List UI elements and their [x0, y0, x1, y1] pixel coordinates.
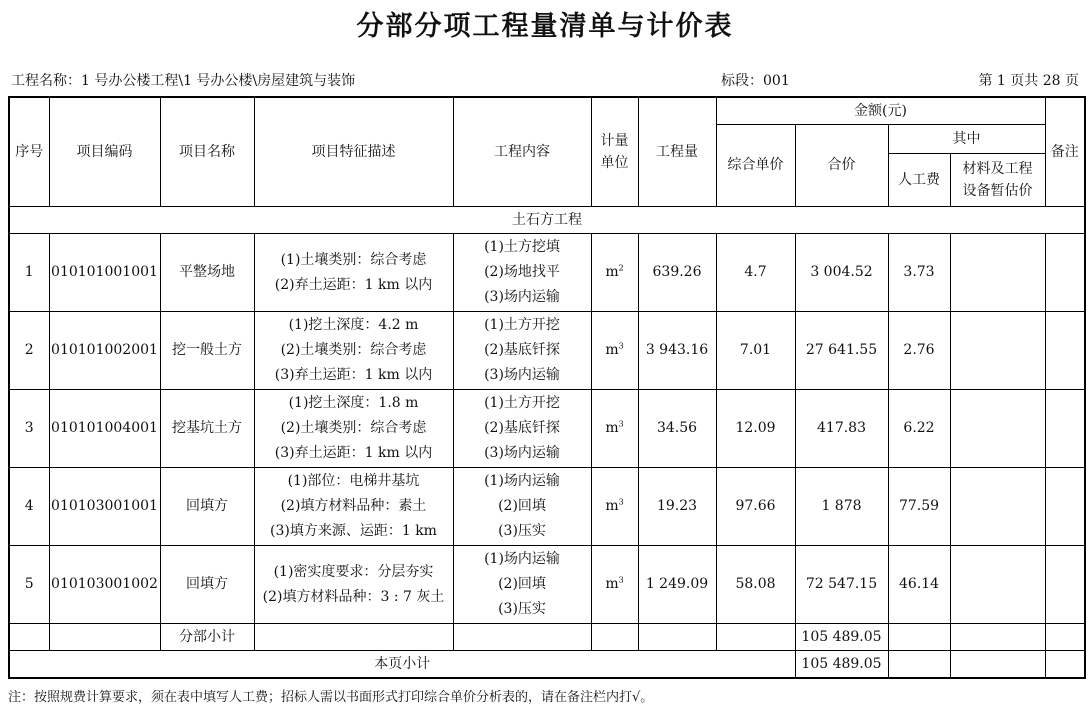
- row-features-line: (1)土壤类别：综合考虑: [280, 251, 427, 268]
- subtotal-empty: [453, 624, 591, 651]
- project-name: 工程名称：1 号办公楼工程\1 号办公楼\房屋建筑与装饰: [11, 73, 356, 89]
- table-row: [9, 546, 1085, 624]
- row-features-line: (1)挖土深度：1.8 m: [288, 395, 419, 411]
- row-content: [453, 312, 591, 390]
- section-title: 土石方工程: [9, 207, 1085, 234]
- row-content-line: (2)回填: [498, 498, 546, 514]
- row-remark: [1045, 390, 1085, 468]
- row-material: [950, 468, 1045, 546]
- subtotal-empty: [254, 624, 453, 651]
- row-material: [950, 546, 1045, 624]
- row-features-line: (2)填方材料品种：3 : 7 灰土: [262, 588, 445, 605]
- row-content: [453, 390, 591, 468]
- page-total-empty: [1045, 651, 1085, 679]
- row-content-line: (2)基底钎探: [484, 420, 560, 436]
- row-remark: [1045, 234, 1085, 312]
- table-row: [9, 312, 1085, 390]
- subtotal-empty: [950, 624, 1045, 651]
- row-content-line: (1)场内运输: [484, 473, 560, 489]
- row-content-line: (3)场内运输: [484, 445, 560, 461]
- row-material: [950, 234, 1045, 312]
- row-name: 挖一般土方: [160, 312, 254, 390]
- row-remark: [1045, 546, 1085, 624]
- row-features-line: (1)部位：电梯井基坑: [287, 473, 420, 489]
- row-seq: 3: [9, 390, 49, 468]
- row-content-line: (1)土方开挖: [484, 317, 560, 333]
- row-unit-price: 4.7: [716, 234, 795, 312]
- subtotal-empty: [591, 624, 638, 651]
- row-unit-exponent: 3: [618, 419, 624, 429]
- row-unit: [591, 234, 638, 312]
- subtotal-empty: [638, 624, 716, 651]
- page-total-empty: [950, 651, 1045, 679]
- row-features-line: (3)弃土运距：1 km 以内: [274, 367, 433, 383]
- row-content-line: (1)场内运输: [484, 551, 560, 567]
- row-labor: 77.59: [888, 468, 950, 546]
- row-seq: 2: [9, 312, 49, 390]
- row-unit-base: m: [605, 264, 619, 280]
- header-of-which: 其中: [888, 125, 1045, 154]
- subtotal-empty: [9, 624, 49, 651]
- section-label: 标段：001: [721, 73, 790, 89]
- row-unit: [591, 312, 638, 390]
- row-unit-base: m: [605, 342, 619, 358]
- row-code: 010101004001: [49, 390, 160, 468]
- row-labor: 46.14: [888, 546, 950, 624]
- row-features-line: (2)填方材料品种：素土: [280, 498, 427, 514]
- header-name: 项目名称: [160, 97, 254, 207]
- row-features: [254, 546, 453, 624]
- row-features: [254, 468, 453, 546]
- row-code: 010101001001: [49, 234, 160, 312]
- row-features-line: (2)土壤类别：综合考虑: [280, 420, 427, 436]
- page-total-empty: [888, 651, 950, 679]
- row-remark: [1045, 312, 1085, 390]
- row-content-line: (1)土方挖填: [484, 239, 560, 255]
- row-content-line: (3)压实: [498, 523, 546, 539]
- header-content: 工程内容: [453, 97, 591, 207]
- header-features: 项目特征描述: [254, 97, 453, 207]
- row-labor: 2.76: [888, 312, 950, 390]
- row-code: 010103001001: [49, 468, 160, 546]
- header-seq: 序号: [9, 97, 49, 207]
- header-material: 材料及工程 设备暂估价: [950, 154, 1045, 207]
- row-content-line: (2)基底钎探: [484, 342, 560, 358]
- row-remark: [1045, 468, 1085, 546]
- subtotal-empty: [49, 624, 160, 651]
- row-quantity: 639.26: [638, 234, 716, 312]
- header-unit-price: 综合单价: [716, 125, 795, 207]
- row-seq: 5: [9, 546, 49, 624]
- subtotal-label: 分部小计: [160, 624, 254, 651]
- row-total: 72 547.15: [795, 546, 888, 624]
- table-row: [9, 234, 1085, 312]
- row-unit-base: m: [605, 420, 619, 436]
- row-content-line: (1)土方开挖: [484, 395, 560, 411]
- row-features-line: (2)弃土运距：1 km 以内: [274, 276, 433, 293]
- row-unit-exponent: 2: [618, 263, 624, 273]
- page-total-label: 本页小计: [9, 651, 795, 679]
- row-code: 010103001002: [49, 546, 160, 624]
- row-unit-price: 12.09: [716, 390, 795, 468]
- row-features: [254, 312, 453, 390]
- row-content-line: (2)回填: [498, 576, 546, 592]
- row-code: 010101002001: [49, 312, 160, 390]
- row-unit: [591, 468, 638, 546]
- row-features: [254, 234, 453, 312]
- row-content: [453, 234, 591, 312]
- row-unit-exponent: 3: [618, 341, 624, 351]
- header-remark: 备注: [1045, 97, 1085, 207]
- row-labor: 6.22: [888, 390, 950, 468]
- header-quantity: 工程量: [638, 97, 716, 207]
- subtotal-empty: [888, 624, 950, 651]
- row-labor: 3.73: [888, 234, 950, 312]
- row-quantity: 34.56: [638, 390, 716, 468]
- row-content-line: (3)压实: [498, 601, 546, 617]
- row-quantity: 3 943.16: [638, 312, 716, 390]
- page-title: 分部分项工程量清单与计价表: [356, 11, 734, 42]
- header-amount: 金额(元): [716, 97, 1045, 125]
- row-seq: 1: [9, 234, 49, 312]
- table-row: [9, 390, 1085, 468]
- row-unit-exponent: 3: [618, 497, 624, 507]
- header-code: 项目编码: [49, 97, 160, 207]
- row-content-line: (3)场内运输: [484, 289, 560, 305]
- row-features-line: (3)填方来源、运距：1 km: [270, 523, 437, 539]
- header-unit: 计量 单位: [591, 97, 638, 207]
- bill-table: [8, 96, 1086, 679]
- header-labor: 人工费: [888, 154, 950, 207]
- row-features-line: (1)密实度要求：分层夯实: [273, 563, 434, 580]
- row-unit-base: m: [605, 498, 619, 514]
- row-name: 回填方: [160, 546, 254, 624]
- page-total-value: 105 489.05: [795, 651, 888, 679]
- row-seq: 4: [9, 468, 49, 546]
- row-features-line: (1)挖土深度：4.2 m: [288, 317, 419, 333]
- subtotal-empty: [1045, 624, 1085, 651]
- subtotal-value: 105 489.05: [795, 624, 888, 651]
- row-quantity: 19.23: [638, 468, 716, 546]
- row-material: [950, 390, 1045, 468]
- row-total: 3 004.52: [795, 234, 888, 312]
- row-name: 平整场地: [160, 234, 254, 312]
- row-content-line: (2)场地找平: [484, 264, 560, 280]
- header-total: 合价: [795, 125, 888, 207]
- footnote: 注：按照规费计算要求，须在表中填写人工费；招标人需以书面形式打印综合单价分析表的，请在备注栏内打√。: [8, 690, 654, 705]
- row-unit: [591, 546, 638, 624]
- row-total: 1 878: [795, 468, 888, 546]
- row-content: [453, 546, 591, 624]
- row-unit-price: 97.66: [716, 468, 795, 546]
- row-total: 417.83: [795, 390, 888, 468]
- row-content-line: (3)场内运输: [484, 367, 560, 383]
- row-unit-price: 7.01: [716, 312, 795, 390]
- row-unit-exponent: 3: [618, 575, 624, 585]
- subtotal-empty: [716, 624, 795, 651]
- row-name: 挖基坑土方: [160, 390, 254, 468]
- table-body: [9, 234, 1085, 624]
- row-unit: [591, 390, 638, 468]
- row-name: 回填方: [160, 468, 254, 546]
- row-features: [254, 390, 453, 468]
- row-unit-base: m: [605, 576, 619, 592]
- row-unit-price: 58.08: [716, 546, 795, 624]
- table-row: [9, 468, 1085, 546]
- row-material: [950, 312, 1045, 390]
- row-total: 27 641.55: [795, 312, 888, 390]
- row-features-line: (3)弃土运距：1 km 以内: [274, 445, 433, 461]
- page-number: 第 1 页共 28 页: [978, 73, 1079, 89]
- row-features-line: (2)土壤类别：综合考虑: [280, 342, 427, 358]
- row-quantity: 1 249.09: [638, 546, 716, 624]
- row-content: [453, 468, 591, 546]
